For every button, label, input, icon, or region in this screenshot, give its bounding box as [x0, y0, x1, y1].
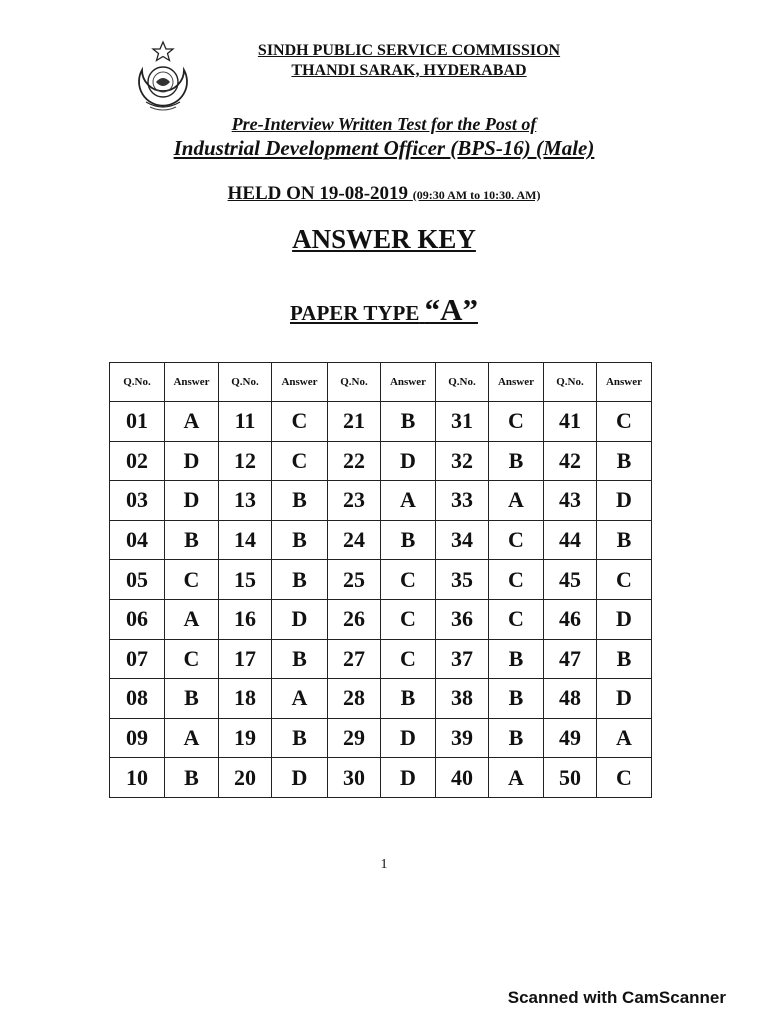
question-number-cell: 25	[328, 560, 381, 600]
table-row	[110, 441, 652, 481]
header-cell: Answer	[272, 363, 328, 402]
answer-cell: B	[381, 520, 436, 560]
answer-cell: D	[381, 441, 436, 481]
answer-cell: A	[381, 481, 436, 521]
answer-cell: C	[597, 402, 652, 442]
table-row	[110, 402, 652, 442]
paper-type-line	[0, 292, 768, 328]
question-number-cell: 49	[544, 718, 597, 758]
question-number-cell: 34	[436, 520, 489, 560]
answer-cell: B	[165, 520, 219, 560]
answer-cell: B	[381, 679, 436, 719]
question-number-cell: 47	[544, 639, 597, 679]
question-number-cell: 37	[436, 639, 489, 679]
question-number-cell: 26	[328, 599, 381, 639]
question-number-cell: 08	[110, 679, 165, 719]
header-cell: Q.No.	[544, 363, 597, 402]
answer-cell: A	[597, 718, 652, 758]
question-number-cell: 29	[328, 718, 381, 758]
answer-cell: B	[597, 520, 652, 560]
question-number-cell: 12	[219, 441, 272, 481]
question-number-cell: 50	[544, 758, 597, 798]
answer-cell: D	[272, 758, 328, 798]
header-cell: Answer	[597, 363, 652, 402]
question-number-cell: 32	[436, 441, 489, 481]
header-cell: Answer	[489, 363, 544, 402]
question-number-cell: 35	[436, 560, 489, 600]
answer-cell: C	[165, 639, 219, 679]
question-number-cell: 14	[219, 520, 272, 560]
answer-cell: D	[272, 599, 328, 639]
question-number-cell: 10	[110, 758, 165, 798]
question-number-cell: 17	[219, 639, 272, 679]
answer-cell: A	[489, 481, 544, 521]
answer-cell: D	[597, 481, 652, 521]
question-number-cell: 24	[328, 520, 381, 560]
table-row	[110, 481, 652, 521]
question-number-cell: 01	[110, 402, 165, 442]
answer-cell: C	[489, 560, 544, 600]
table-row	[110, 639, 652, 679]
question-number-cell: 04	[110, 520, 165, 560]
question-number-cell: 22	[328, 441, 381, 481]
answer-cell: D	[165, 481, 219, 521]
question-number-cell: 33	[436, 481, 489, 521]
answer-cell: C	[272, 402, 328, 442]
held-on-line	[0, 183, 768, 205]
question-number-cell: 07	[110, 639, 165, 679]
answer-cell: D	[597, 679, 652, 719]
question-number-cell: 11	[219, 402, 272, 442]
table-row	[110, 560, 652, 600]
question-number-cell: 30	[328, 758, 381, 798]
header-cell: Q.No.	[219, 363, 272, 402]
question-number-cell: 44	[544, 520, 597, 560]
answer-cell: B	[272, 718, 328, 758]
paper-type-label: PAPER TYPE	[290, 301, 420, 325]
answer-cell: C	[381, 560, 436, 600]
answer-cell: B	[489, 639, 544, 679]
answer-cell: C	[489, 599, 544, 639]
post-line: Industrial Development Officer (BPS-16) (Male)	[173, 136, 595, 160]
answer-cell: C	[597, 560, 652, 600]
question-number-cell: 27	[328, 639, 381, 679]
question-number-cell: 46	[544, 599, 597, 639]
question-number-cell: 09	[110, 718, 165, 758]
page-title: ANSWER KEY	[292, 224, 476, 254]
answer-cell: B	[489, 718, 544, 758]
answer-cell: B	[381, 402, 436, 442]
question-number-cell: 05	[110, 560, 165, 600]
answer-cell: A	[272, 679, 328, 719]
answer-cell: C	[381, 599, 436, 639]
question-number-cell: 20	[219, 758, 272, 798]
question-number-cell: 19	[219, 718, 272, 758]
question-number-cell: 40	[436, 758, 489, 798]
held-on-date: HELD ON 19-08-2019	[227, 183, 409, 204]
answer-cell: B	[272, 560, 328, 600]
question-number-cell: 41	[544, 402, 597, 442]
header-cell: Answer	[165, 363, 219, 402]
table-body	[110, 402, 652, 798]
header-cell: Q.No.	[328, 363, 381, 402]
answer-cell: C	[489, 520, 544, 560]
question-number-cell: 15	[219, 560, 272, 600]
question-number-cell: 39	[436, 718, 489, 758]
org-address: THANDI SARAK, HYDERABAD	[291, 62, 527, 79]
answer-cell: B	[489, 441, 544, 481]
question-number-cell: 23	[328, 481, 381, 521]
table-header-row	[110, 363, 652, 402]
answer-cell: D	[381, 758, 436, 798]
answer-cell: D	[165, 441, 219, 481]
answer-cell: C	[381, 639, 436, 679]
answer-cell: B	[597, 441, 652, 481]
question-number-cell: 38	[436, 679, 489, 719]
table-row	[110, 599, 652, 639]
answer-cell: B	[272, 481, 328, 521]
answer-cell: A	[165, 599, 219, 639]
answer-cell: C	[597, 758, 652, 798]
answer-cell: B	[489, 679, 544, 719]
question-number-cell: 03	[110, 481, 165, 521]
question-number-cell: 45	[544, 560, 597, 600]
question-number-cell: 36	[436, 599, 489, 639]
answer-cell: A	[489, 758, 544, 798]
header-cell: Q.No.	[110, 363, 165, 402]
answer-cell: B	[165, 679, 219, 719]
answer-cell: C	[165, 560, 219, 600]
question-number-cell: 43	[544, 481, 597, 521]
page-number: 1	[380, 857, 388, 872]
question-number-cell: 31	[436, 402, 489, 442]
question-number-cell: 13	[219, 481, 272, 521]
question-number-cell: 18	[219, 679, 272, 719]
question-number-cell: 06	[110, 599, 165, 639]
org-name: SINDH PUBLIC SERVICE COMMISSION	[257, 42, 561, 59]
answer-key-table	[109, 362, 652, 798]
table-row	[110, 758, 652, 798]
answer-cell: B	[597, 639, 652, 679]
answer-cell: D	[597, 599, 652, 639]
table-row	[110, 520, 652, 560]
question-number-cell: 42	[544, 441, 597, 481]
answer-cell: B	[165, 758, 219, 798]
question-number-cell: 48	[544, 679, 597, 719]
test-line: Pre-Interview Written Test for the Post of	[231, 114, 537, 134]
answer-cell: A	[165, 718, 219, 758]
question-number-cell: 02	[110, 441, 165, 481]
header-cell: Answer	[381, 363, 436, 402]
table-row	[110, 718, 652, 758]
question-number-cell: 16	[219, 599, 272, 639]
scanner-watermark: Scanned with CamScanner	[507, 988, 726, 1007]
answer-cell: B	[272, 520, 328, 560]
question-number-cell: 28	[328, 679, 381, 719]
paper-type-value: “A”	[424, 292, 478, 327]
answer-cell: A	[165, 402, 219, 442]
answer-cell: C	[489, 402, 544, 442]
question-number-cell: 21	[328, 402, 381, 442]
answer-cell: D	[381, 718, 436, 758]
header-cell: Q.No.	[436, 363, 489, 402]
table-row	[110, 679, 652, 719]
held-on-time: (09:30 AM to 10:30. AM)	[412, 188, 541, 202]
answer-cell: B	[272, 639, 328, 679]
answer-cell: C	[272, 441, 328, 481]
